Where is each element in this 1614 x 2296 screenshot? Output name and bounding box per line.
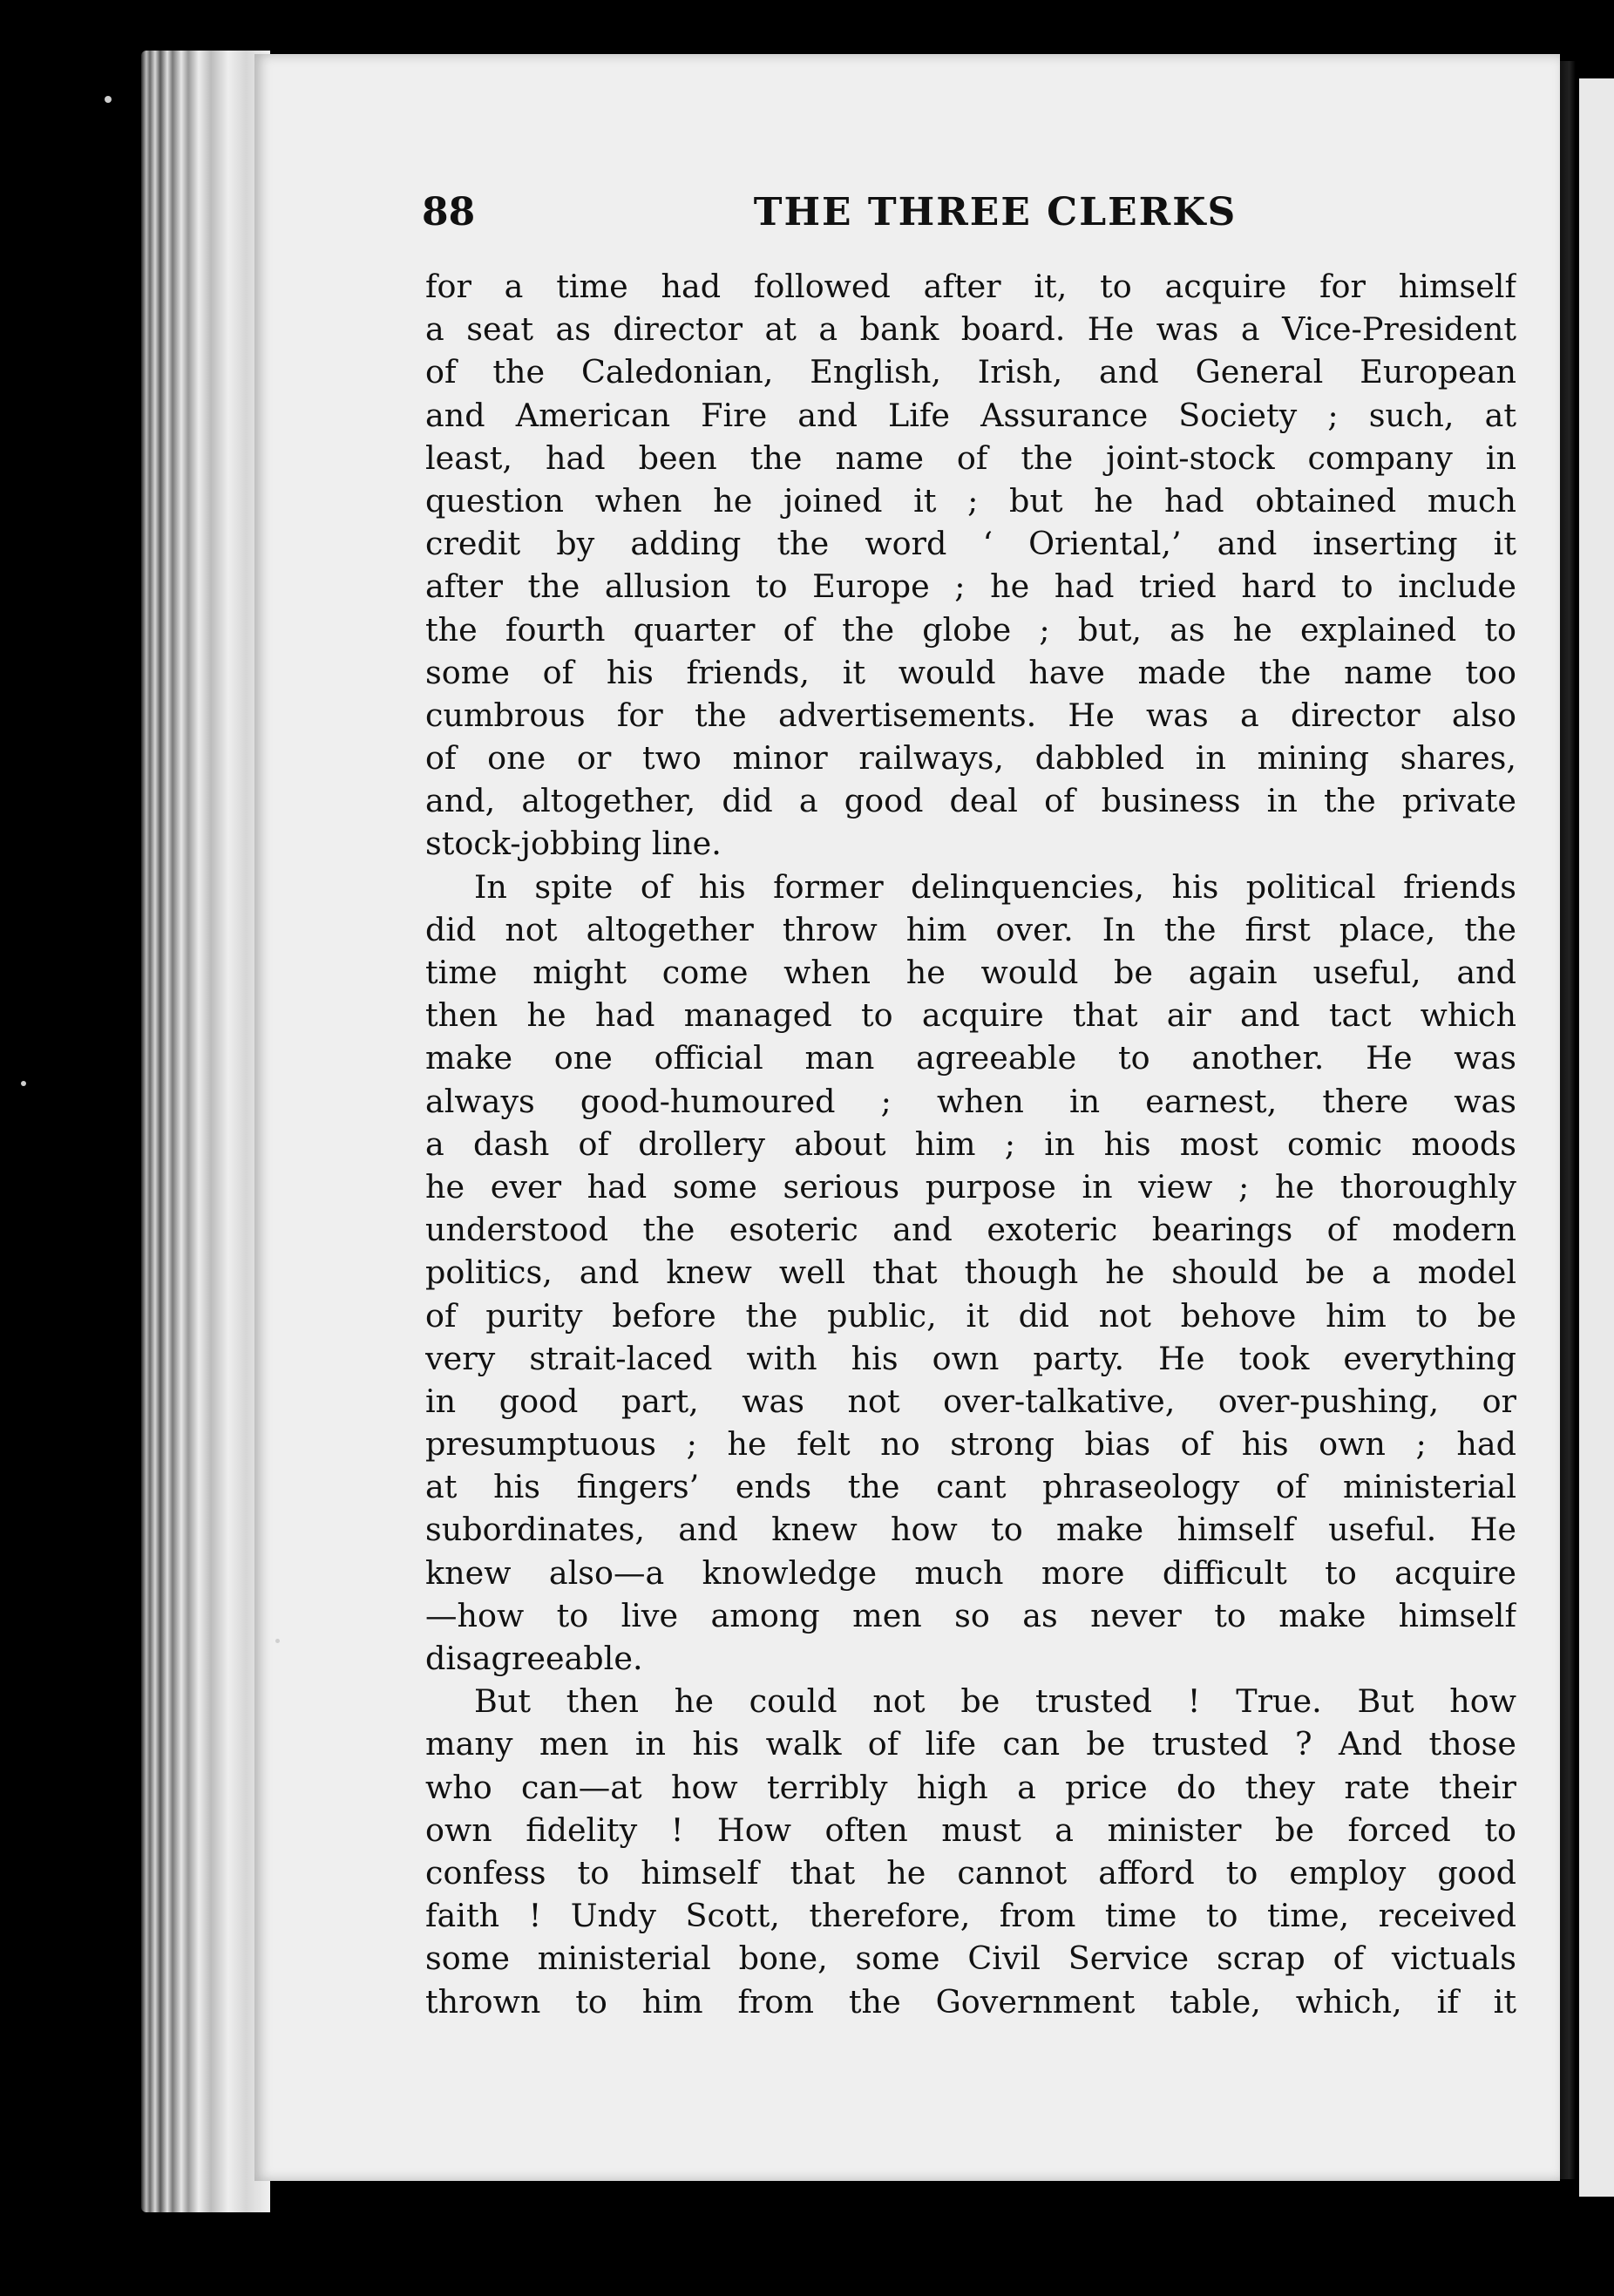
book-page-edges [141,51,270,2212]
text-line: confess to himself that he cannot afford to employ good [425,1853,1516,1892]
text-line: question when he joined it ; but he had obtained much [425,481,1516,520]
running-title: THE THREE CLERKS [753,190,1238,234]
scan-speck [105,96,112,103]
text-line: always good-humoured ; when in earnest, there was [425,1082,1516,1120]
text-line: understood the esoteric and exoteric bearings of modern [425,1211,1516,1249]
text-line: presumptuous ; he felt no strong bias of his own ; had [425,1425,1516,1464]
text-line: of one or two minor railways, dabbled in mining shares, [425,739,1516,778]
text-line: of purity before the public, it did not behove him to be [425,1296,1516,1335]
book-gutter [1560,61,1576,2179]
text-line: did not altogether throw him over. In the first place, the [425,910,1516,948]
text-line: cumbrous for the advertisements. He was a director also [425,696,1516,734]
text-line: In spite of his former delinquencies, his political friends [474,867,1516,906]
body-text [425,265,1516,2023]
text-line: thrown to him from the Government table, which, if it [425,1982,1516,2021]
facing-page-edge [1579,78,1614,2197]
text-line: who can—at how terribly high a price do they rate their [425,1768,1516,1806]
text-line: some ministerial bone, some Civil Service scrap of victuals [425,1939,1516,1978]
text-line: and American Fire and Life Assurance Society ; such, at [425,396,1516,434]
text-line: and, altogether, did a good deal of business in the private [425,782,1516,820]
text-line: of the Caledonian, English, Irish, and General European [425,353,1516,391]
text-line: stock-jobbing line. [425,825,722,863]
page-number: 88 [422,190,476,234]
text-line: subordinates, and knew how to make himself useful. He [425,1511,1516,1549]
text-line: —how to live among men so as never to make himself [425,1596,1516,1634]
text-line: in good part, was not over-talkative, over-pushing, or [425,1382,1516,1420]
text-line: a seat as director at a bank board. He was a Vice-President [425,310,1516,349]
text-line: But then he could not be trusted ! True. But how [474,1682,1516,1721]
text-line: own fidelity ! How often must a minister be forced to [425,1810,1516,1849]
page-header [422,190,1516,242]
text-line: at his fingers’ ends the cant phraseology of ministerial [425,1468,1516,1506]
scan-speck [275,1639,280,1643]
text-line: least, had been the name of the joint-stock company in [425,438,1516,477]
text-line: politics, and knew well that though he should be a model [425,1253,1516,1292]
text-line: faith ! Undy Scott, therefore, from time to time, received [425,1897,1516,1935]
text-line: after the allusion to Europe ; he had tried hard to include [425,567,1516,606]
text-line: some of his friends, it would have made the name too [425,653,1516,691]
text-line: he ever had some serious purpose in view ; he thoroughly [425,1167,1516,1206]
text-line: time might come when he would be again useful, and [425,954,1516,991]
scan-speck [21,1081,26,1086]
text-line: a dash of drollery about him ; in his most comic moods [425,1124,1516,1163]
text-line: make one official man agreeable to another. He was [425,1039,1516,1077]
text-line: the fourth quarter of the globe ; but, as he explained to [425,610,1516,649]
text-line: credit by adding the word ‘ Oriental,’ and inserting it [425,525,1516,563]
text-line: very strait-laced with his own party. He took everything [425,1339,1516,1377]
text-line: then he had managed to acquire that air and tact which [425,996,1516,1035]
text-line: many men in his walk of life can be trusted ? And those [425,1725,1516,1763]
text-line: disagreeable. [425,1640,643,1677]
text-line: for a time had followed after it, to acquire for himself [425,268,1516,305]
text-line: knew also—a knowledge much more difficult to acquire [425,1553,1516,1592]
